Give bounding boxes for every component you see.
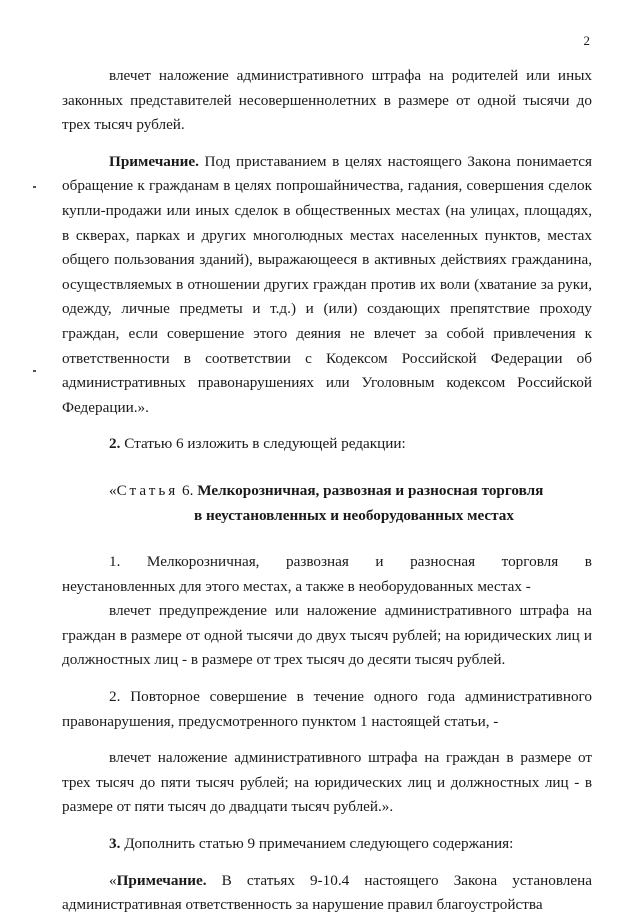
item-word: торговля <box>501 553 559 571</box>
note-label: Примечание. <box>109 152 199 170</box>
margin-mark <box>33 186 36 188</box>
article-item-2-penalty: влечет наложение административного штрафа на граждан в размере от трех тысяч до пяти тысяч рублей; на юридических лиц и должностных лиц - в размере от пяти тысяч до двадцати тысяч рублей.». <box>62 749 592 816</box>
item-word: 1. <box>109 553 121 571</box>
item-text: Статью 6 изложить в следующей редакции: <box>120 435 406 453</box>
note-text: Под приставанием в целях настоящего Закона понимается обращение к гражданам в целях попрошайничества, гадания, совершения сделок купли-продажи или иных сделок в общественных местах (на улицах, площадях, в скверах, парках и других многолюдных местах населенных пунктов, местах общего пользования зданий), выражающееся в активных действиях гражданина, осуществляемых в отношении других граждан против их воли (хватание за руки, одежду, личные предметы и т.д.) и (или) создающих препятствие проходу граждан, если совершение этого деяния не влечет за собой привлечения к ответственности в соответствии с Кодексом Российской Федерации об административных правонарушениях или Уголовным кодексом Российской Федерации.». <box>62 152 592 416</box>
item-text: Дополнить статью 9 примечанием следующего содержания: <box>120 835 514 853</box>
item-number: 3. <box>109 835 121 853</box>
paragraph-item-3 <box>62 832 592 857</box>
paragraph-note-2 <box>62 869 592 918</box>
article-item-1-penalty: влечет предупреждение или наложение административного штрафа на граждан в размере от одной тысячи до двух тысяч рублей; на юридических лиц и должностных лиц - в размере от трех тысяч до десяти тысяч рублей. <box>62 602 592 669</box>
article-heading <box>62 479 592 528</box>
article-quote: « <box>109 481 117 499</box>
article-item-2: 2. Повторное совершение в течение одного года административного правонарушения, предусмотренного пунктом 1 настоящей статьи, - <box>62 688 592 730</box>
article-item-1-line <box>62 550 592 575</box>
article-title-line-1: Мелкорозничная, развозная и разносная торговля <box>193 481 544 499</box>
article-number: 6. <box>178 481 194 499</box>
item-word: развозная <box>286 553 349 571</box>
item-number: 2. <box>109 435 121 453</box>
note-quote: « <box>109 871 117 889</box>
document-body <box>62 64 592 918</box>
note-label: Примечание. <box>116 871 207 889</box>
paragraph-item-2 <box>62 432 592 457</box>
article-title-line-2: в неустановленных и необорудованных местах <box>194 506 514 524</box>
item-word: в <box>584 553 592 571</box>
paragraph-note-1 <box>62 150 592 421</box>
article-item-1-rest: неустановленных для этого местах, а также в необорудованных местах - <box>62 577 531 595</box>
item-word: и <box>375 553 384 571</box>
margin-mark <box>33 370 36 372</box>
item-word: Мелкорозничная, <box>146 553 260 571</box>
paragraph-penalty-parents: влечет наложение административного штрафа на родителей или иных законных представителей несовершеннолетних в размере от одной тысячи до трех тысяч рублей. <box>62 67 592 134</box>
article-word: Статья <box>116 481 179 499</box>
note-text: В статьях 9-10.4 настоящего Закона установлена административная ответственность за нарушение правил благоустройства <box>62 871 592 914</box>
item-word: разносная <box>410 553 476 571</box>
page-number: 2 <box>583 33 590 48</box>
